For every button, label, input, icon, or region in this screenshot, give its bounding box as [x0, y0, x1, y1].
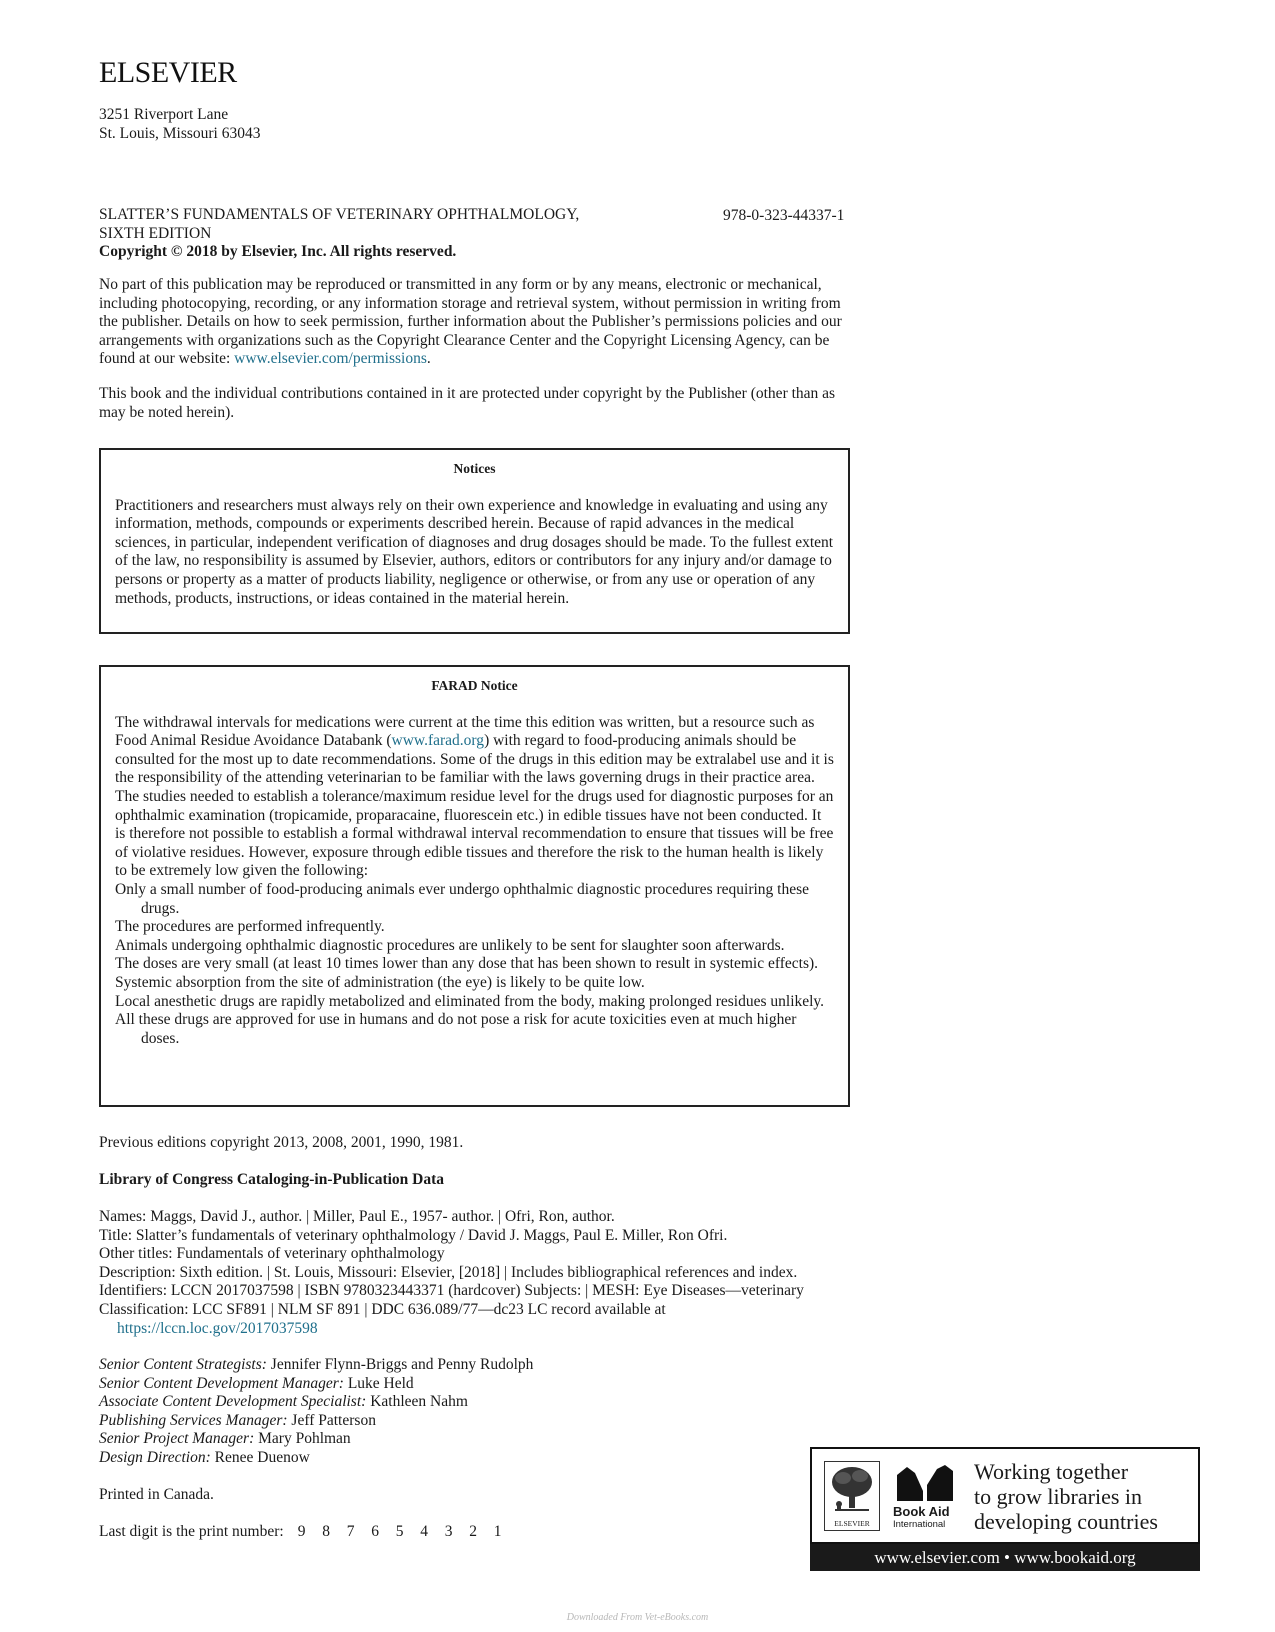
cip-heading: Library of Congress Cataloging-in-Publication Data [99, 1171, 445, 1188]
tree-logo-label: ELSEVIER [834, 1519, 870, 1528]
print-digit: 1 [493, 1523, 502, 1540]
credit-row [99, 1430, 859, 1449]
isbn: 978-0-323-44337-1 [723, 207, 845, 224]
book-title: SLATTER’S FUNDAMENTALS OF VETERINARY OPHTHALMOLOGY, [99, 206, 580, 223]
tree-icon [825, 1462, 879, 1518]
cip-classification: Classification: LCC SF891 | NLM SF 891 | DDC 636.089/77—dc23 LC record available at [99, 1300, 666, 1318]
credit-row [99, 1393, 859, 1412]
farad-item: Only a small number of food-producing animals ever undergo ophthalmic diagnostic procedures requiring these drugs. [115, 880, 810, 917]
print-digit: 6 [371, 1523, 379, 1540]
slogan-line: to grow libraries in [974, 1484, 1143, 1509]
copyright-line: Copyright © 2018 by Elsevier, Inc. All rights reserved. [99, 243, 457, 261]
credit-name: Jennifer Flynn-Briggs and Penny Rudolph [266, 1356, 534, 1373]
print-number-line [99, 1523, 859, 1542]
permissions-link[interactable]: www.elsevier.com/permissions [234, 350, 427, 368]
cip-identifiers: Identifiers: LCCN 2017037598 | ISBN 9780323443371 (hardcover) Subjects: | MESH: Eye Diseases—veterinary [99, 1282, 804, 1300]
notices-title: Notices [453, 461, 496, 476]
credit-role: Senior Content Strategists: [99, 1356, 267, 1373]
print-digit: 2 [469, 1523, 477, 1540]
address-line: St. Louis, Missouri 63043 [99, 124, 261, 142]
credit-role: Senior Project Manager: [99, 1430, 255, 1448]
protection-paragraph: This book and the individual contributions contained in it are protected under copyright by the Publisher (other than as may be noted herein). [99, 385, 836, 421]
credit-name: Mary Pohlman [254, 1430, 351, 1448]
bookaid-name: Book Aid [893, 1504, 950, 1519]
cip-other-titles: Other titles: Fundamentals of veterinary ophthalmology [99, 1245, 445, 1263]
publisher-address [99, 106, 260, 143]
farad-link[interactable]: www.farad.org [391, 732, 485, 750]
notices-body: Practitioners and researchers must always rely on their own experience and knowledge in evaluating and using any information, methods, compounds or experiments described herein. Because of rapid advances in the medical sciences, in particular, independent verification of diagnoses and drug dosages should be made. To the fullest extent of the law, no responsibility is assumed by Elsevier, authors, editors or contributors for any injury and/or damage to persons or property as a matter of products liability, negligence or otherwise, or from any use or operation of any methods, products, instructions, or ideas contained in the material herein. [115, 496, 834, 607]
rights-text-end: . [426, 350, 431, 368]
notices-box [99, 448, 850, 634]
slogan-line: Working together [974, 1459, 1129, 1484]
bookaid-slogan [974, 1459, 1199, 1534]
bookaid-subtitle: International [893, 1519, 946, 1530]
credit-name: Kathleen Nahm [366, 1393, 468, 1411]
farad-title: FARAD Notice [431, 678, 518, 693]
publisher-logo: ELSEVIER [99, 56, 237, 89]
print-digit: 8 [322, 1523, 330, 1540]
credit-role: Design Direction: [99, 1448, 211, 1466]
print-digit: 9 [297, 1523, 306, 1540]
print-digit: 3 [444, 1523, 453, 1540]
bookaid-hands-icon [893, 1461, 957, 1505]
cip-record-link-row [99, 1320, 899, 1339]
credit-row [99, 1356, 859, 1375]
farad-body [115, 714, 834, 881]
credit-row [99, 1449, 859, 1468]
print-number-label: Last digit is the print number: [99, 1523, 284, 1540]
address-line: 3251 Riverport Lane [99, 106, 229, 123]
farad-item: The procedures are performed infrequently. [115, 918, 385, 936]
bookaid-panel [810, 1447, 1200, 1544]
print-digit: 4 [420, 1523, 428, 1540]
bookaid-urls[interactable]: www.elsevier.com • www.bookaid.org [810, 1544, 1200, 1571]
credits-list [99, 1356, 859, 1468]
farad-notice-box [99, 665, 850, 1107]
elsevier-tree-logo [824, 1461, 880, 1531]
previous-editions: Previous editions copyright 2013, 2008, 2001, 1990, 1981. [99, 1134, 464, 1151]
rights-paragraph [99, 276, 859, 369]
credit-role: Publishing Services Manager: [99, 1411, 288, 1429]
farad-item: All these drugs are approved for use in humans and do not pose a risk for acute toxicities even at much higher doses. [115, 1011, 797, 1047]
book-edition: SIXTH EDITION [99, 224, 212, 242]
credit-name: Luke Held [343, 1374, 414, 1392]
rights-text: No part of this publication may be reproduced or transmitted in any form or by any means, electronic or mechanical, including photocopying, recording, or any information storage and retrieval system, without permission in writing from the publisher. Details on how to seek permission, further information about the Publisher’s permissions policies and our arrangements with organizations such as the Copyright Clearance Center and the Copyright Licensing Agency, can be found at our website: [99, 276, 842, 368]
slogan-line: developing countries [974, 1509, 1158, 1534]
farad-item: Animals undergoing ophthalmic diagnostic procedures are unlikely to be sent for slaughter soon afterwards. [115, 936, 785, 954]
credit-row [99, 1375, 859, 1394]
bookaid-banner [810, 1447, 1200, 1571]
cip-title: Title: Slatter’s fundamentals of veterinary ophthalmology / David J. Maggs, Paul E. Miller, Ron Ofri. [99, 1226, 728, 1244]
cip-block [99, 1208, 899, 1338]
farad-item: The doses are very small (at least 10 times lower than any dose that has been shown to result in systemic effects). [115, 955, 819, 973]
printed-in: Printed in Canada. [99, 1486, 214, 1503]
credit-role: Associate Content Development Specialist: [99, 1393, 367, 1411]
farad-text: ) with regard to food-producing animals should be consulted for the most up to date recommendations. Some of the drugs in this edition may be extralabel use and it is the responsibility of the attending veterinarian to be familiar with the laws governing drugs in their practice area. The studies needed to establish a tolerance/maximum residue level for the drugs used for diagnostic purposes for an ophthalmic examination (tropicamide, proparacaine, fluorescein etc.) in edible tissues have not been conducted. It is therefore not possible to establish a formal withdrawal interval recommendation to ensure that tissues will be free of violative residues. However, exposure through edible tissues and therefore the risk to the human health is likely to be extremely low given the following: [115, 732, 834, 880]
farad-text: The withdrawal intervals for medications were current at the time this edition was written, but a resource such as Food Animal Residue Avoidance Databank ( [115, 713, 815, 750]
download-watermark: Downloaded From Vet-eBooks.com [566, 1612, 709, 1623]
lccn-link[interactable]: https://lccn.loc.gov/2017037598 [117, 1319, 318, 1337]
credit-role: Senior Content Development Manager: [99, 1374, 344, 1392]
farad-item: Local anesthetic drugs are rapidly metabolized and eliminated from the body, making prolonged residues unlikely. [115, 992, 825, 1010]
farad-item: Systemic absorption from the site of administration (the eye) is likely to be quite low. [115, 973, 645, 991]
credit-name: Jeff Patterson [287, 1411, 376, 1429]
print-digit: 7 [346, 1523, 355, 1540]
credit-name: Renee Duenow [210, 1448, 310, 1466]
cip-description: Description: Sixth edition. | St. Louis, Missouri: Elsevier, [2018] | Includes bibliographical references and index. [99, 1263, 798, 1281]
credit-row [99, 1412, 859, 1431]
print-digit: 5 [395, 1523, 404, 1540]
cip-names: Names: Maggs, David J., author. | Miller, Paul E., 1957- author. | Ofri, Ron, author. [99, 1208, 615, 1225]
